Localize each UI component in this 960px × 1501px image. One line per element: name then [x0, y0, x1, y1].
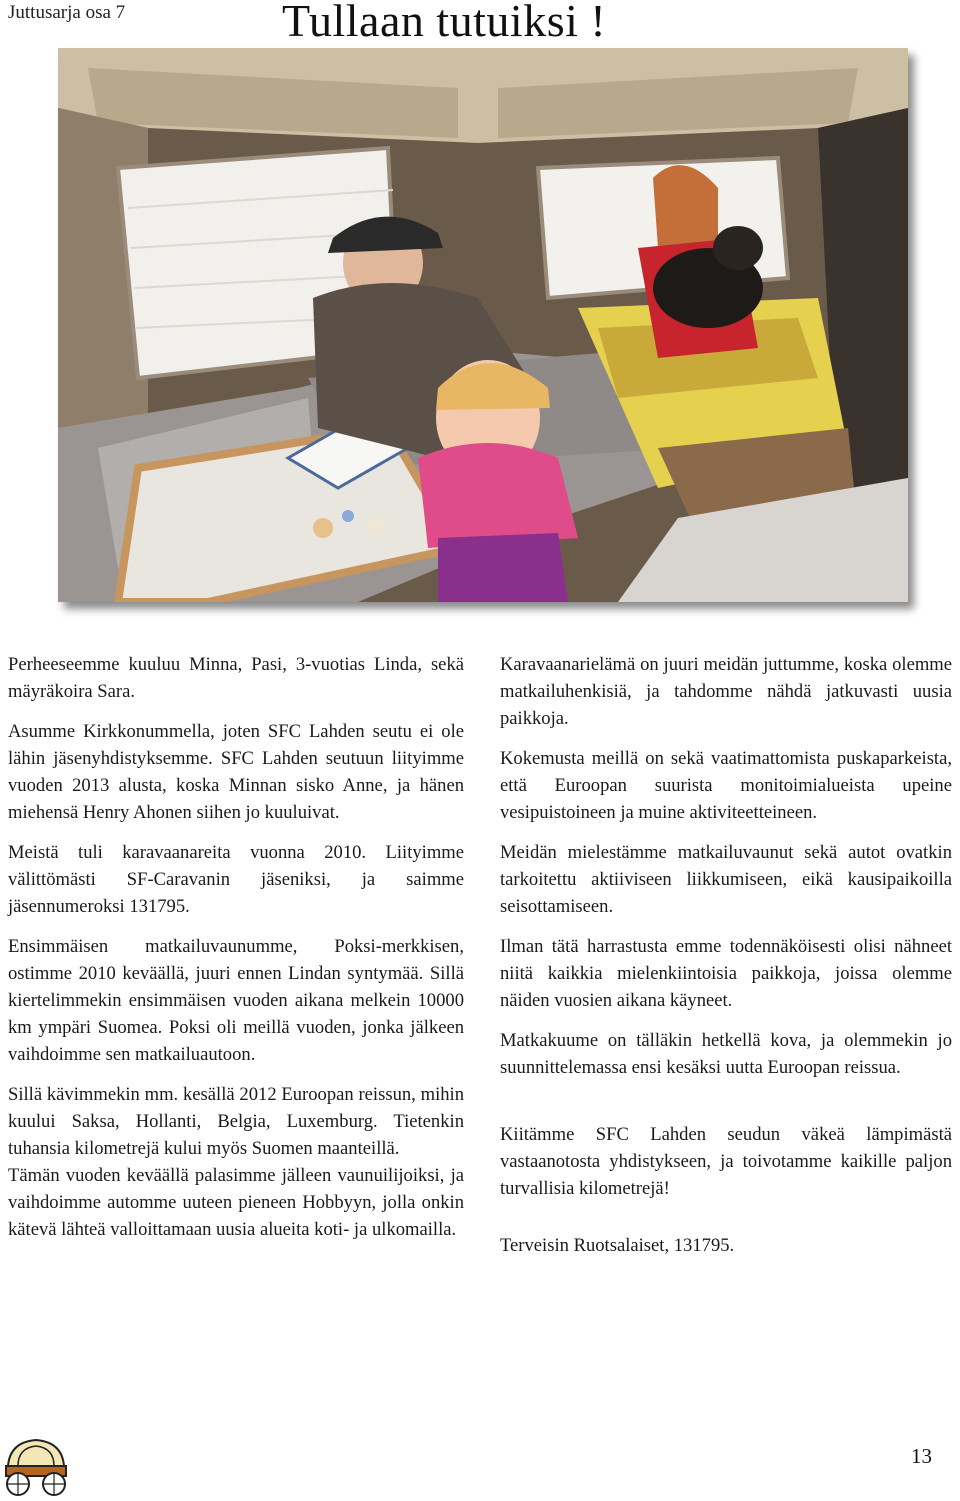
- paragraph-membership: Meistä tuli karavaanareita vuonna 2010. Liityimme välittömästi SF-Caravanin jäseniksi, ja saimme jäsennumeroksi 131795.: [8, 842, 464, 917]
- paragraph-residence: Asumme Kirkkonummella, joten SFC Lahden seutu ei ole lähin jäsenyhdistyksemme. SFC Lahden seutuun liityimme vuoden 2013 alusta, koska Minnan sisko Anne, ja hänen miehensä Henry Ahonen siihen jo kuuluivat.: [8, 721, 464, 823]
- paragraph-caravan-life: Karavaanarielämä on juuri meidän juttumme, koska olemme matkailuhenkisiä, ja tahdomme nähdä jatkuvasti uusia paikkoja.: [500, 654, 952, 729]
- paragraph-hobby: Tämän vuoden keväällä palasimme jälleen vaunuilijoiksi, ja vaihdoimme automme uuteen pieneen Hobbyyn, jolla onkin kätevä lähteä valloittamaan uusia alueita koti- ja ulkomailla.: [8, 1165, 464, 1240]
- paragraph-thanks: Kiitämme SFC Lahden seudun väkeä lämpimästä vastaanotosta yhdistykseen, ja toivotamme kaikille paljon turvallisia kilometrejä!: [500, 1124, 952, 1199]
- left-column: [8, 651, 464, 1256]
- page-number: 13: [911, 1444, 932, 1468]
- right-column: [500, 651, 952, 1272]
- paragraph-experience: Kokemusta meillä on sekä vaatimattomista puskaparkeista, että Euroopan suurista monitoimialueista upeine vesipuistoineen ja muine aktiviteetteineen.: [500, 748, 952, 823]
- paragraph-family: Perheeseemme kuuluu Minna, Pasi, 3-vuotias Linda, sekä mäyräkoira Sara.: [8, 654, 464, 702]
- paragraph-hobby-value: Ilman tätä harrastusta emme todennäköisesti olisi nähneet niitä kaikkia mielenkiintoisia paikkoja, joissa olemme näiden vuosien aikana käyneet.: [500, 936, 952, 1011]
- paragraph-opinion: Meidän mielestämme matkailuvaunut sekä autot ovatkin tarkoitettu aktiiviseen liikkumiseen, eikä kausipaikoilla seisottamiseen.: [500, 842, 952, 917]
- paragraph-first-caravan: Ensimmäisen matkailuvaunumme, Poksi-merkkisen, ostimme 2010 keväällä, juuri ennen Lindan syntymää. Sillä kiertelimmekin ensimmäisen vuoden aikana melkein 10000 km ympäri Suomea. Poksi oli meillä vuoden, jonka jälkeen vaihdoimme sen matkailuautoon.: [8, 936, 464, 1065]
- page-title: Tullaan tutuiksi !: [282, 0, 607, 46]
- paragraph-signature: Terveisin Ruotsalaiset, 131795.: [500, 1235, 735, 1256]
- paragraph-europe-trip: Sillä kävimmekin mm. kesällä 2012 Euroopan reissun, mihin kuului Saksa, Hollanti, Belgia, Luxemburg. Tietenkin tuhansia kilometrejä kului myös Suomen maanteillä.: [8, 1084, 464, 1159]
- series-label: Juttusarja osa 7: [8, 2, 126, 23]
- family-in-caravan-photo: [58, 48, 908, 602]
- paragraph-travel-fever: Matkakuume on tälläkin hetkellä kova, ja olemmekin jo suunnittelemassa ensi kesäksi uutta Euroopan reissua.: [500, 1030, 952, 1078]
- covered-wagon-icon: [0, 1436, 72, 1498]
